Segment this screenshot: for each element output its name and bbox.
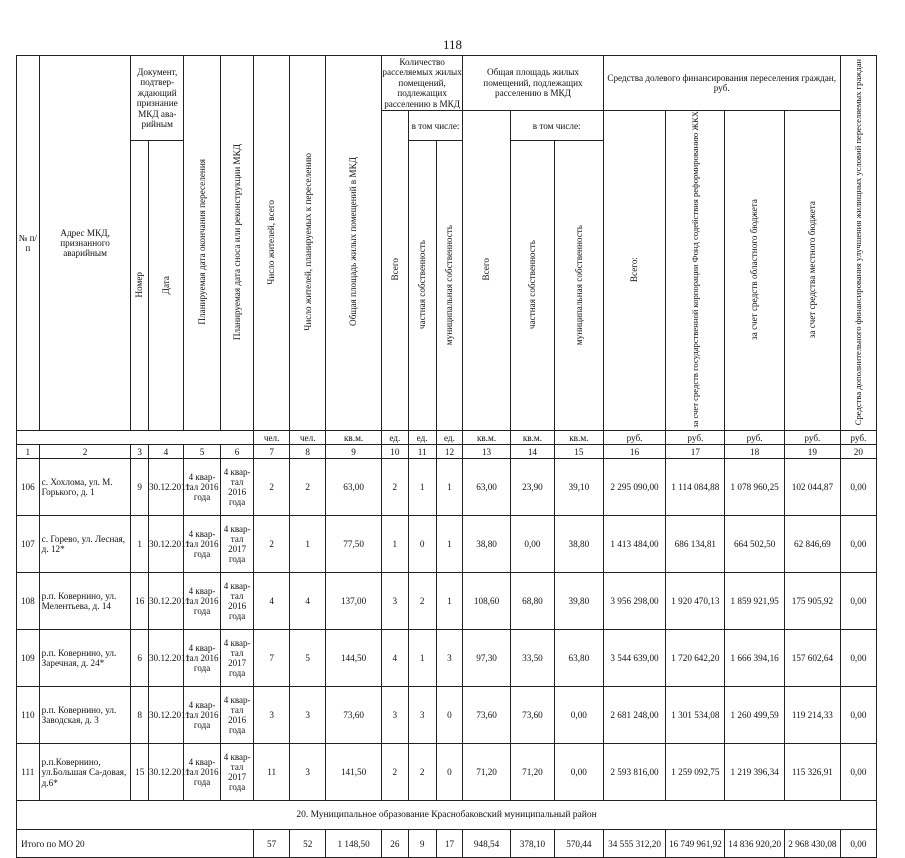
extra-funds-cell: 0,00: [840, 630, 876, 687]
total-cell: 2 968 430,08: [785, 830, 841, 858]
funds-total-cell: 2 593 816,00: [603, 744, 666, 801]
page-number: 118: [442, 37, 463, 52]
unit-cell: кв.м.: [510, 431, 554, 445]
rooms-private-cell: 1: [408, 459, 436, 516]
area-private-cell: 33,50: [510, 630, 554, 687]
column-number: 19: [785, 445, 841, 459]
header-area-private: частная собственность: [510, 141, 554, 431]
row-number: 110: [17, 687, 40, 744]
planned-demolish-cell: 4 квар-тал 2016 года: [221, 573, 254, 630]
doc-number-cell: 1: [131, 516, 149, 573]
funds-total-cell: 2 681 248,00: [603, 687, 666, 744]
area-resettle-total-cell: 38,80: [463, 516, 510, 573]
column-number: 17: [666, 445, 725, 459]
area-private-cell: 23,90: [510, 459, 554, 516]
unit-cell: руб.: [785, 431, 841, 445]
doc-number-cell: 16: [131, 573, 149, 630]
unit-cell: ед.: [408, 431, 436, 445]
doc-number-cell: 6: [131, 630, 149, 687]
area-cell: 77,50: [326, 516, 382, 573]
area-municipal-cell: 0,00: [555, 687, 603, 744]
column-number: 11: [408, 445, 436, 459]
extra-funds-cell: 0,00: [840, 516, 876, 573]
column-number: 5: [184, 445, 221, 459]
unit-cell: руб.: [725, 431, 785, 445]
rooms-municipal-cell: 0: [436, 744, 463, 801]
area-resettle-total-cell: 97,30: [463, 630, 510, 687]
funds-fund-cell: 1 259 092,75: [666, 744, 725, 801]
doc-date-cell: 30.12.2011: [148, 687, 183, 744]
header-rooms-private: частная собственность: [408, 141, 436, 431]
column-number: 10: [381, 445, 408, 459]
area-private-cell: 0,00: [510, 516, 554, 573]
header-num: № п/п: [17, 56, 40, 431]
address-cell: с. Хохлома, ул. М. Горького, д. 1: [39, 459, 131, 516]
header-rooms-municipal: муниципальная собственность: [436, 141, 463, 431]
unit-cell: чел.: [254, 431, 290, 445]
funds-regional-cell: 1 078 960,25: [725, 459, 785, 516]
funds-local-cell: 119 214,33: [785, 687, 841, 744]
doc-number-cell: 9: [131, 459, 149, 516]
doc-date-cell: 30.12.2011: [148, 630, 183, 687]
header-planned-end: Планируемая дата окончания переселения: [184, 56, 221, 431]
unit-cell: руб.: [666, 431, 725, 445]
funds-local-cell: 175 905,92: [785, 573, 841, 630]
area-cell: 141,50: [326, 744, 382, 801]
total-cell: 570,44: [555, 830, 603, 858]
address-cell: р.п. Ковернино, ул. Заводская, д. 3: [39, 687, 131, 744]
area-private-cell: 71,20: [510, 744, 554, 801]
header-residents-planned: Число жителей, планируемых к переселению: [290, 56, 326, 431]
header-residents-total: Число жителей, всего: [254, 56, 290, 431]
header-area-municipal: муниципальная собственность: [555, 141, 603, 431]
total-cell: 17: [436, 830, 463, 858]
rooms-total-cell: 2: [381, 744, 408, 801]
column-numbers-row: [17, 445, 877, 459]
header-funds-total: Всего:: [603, 111, 666, 431]
row-number: 109: [17, 630, 40, 687]
header-doc-number: Номер: [131, 141, 149, 431]
units-row: [17, 431, 877, 445]
funds-fund-cell: 686 134,81: [666, 516, 725, 573]
rooms-municipal-cell: 0: [436, 687, 463, 744]
header-area-total: Общая площадь жилых помещений в МКД: [326, 56, 382, 431]
rooms-private-cell: 2: [408, 744, 436, 801]
funds-fund-cell: 1 114 084,88: [666, 459, 725, 516]
planned-end-cell: 4 квар-тал 2016 года: [184, 573, 221, 630]
section-row: [17, 801, 877, 830]
funds-total-cell: 3 544 639,00: [603, 630, 666, 687]
area-municipal-cell: 38,80: [555, 516, 603, 573]
area-cell: 63,00: [326, 459, 382, 516]
column-number: 2: [39, 445, 131, 459]
residents-planned-cell: 1: [290, 516, 326, 573]
units-spacer: [17, 431, 254, 445]
section-title: 20. Муниципальное образование Краснобаковский муниципальный район: [17, 801, 877, 830]
funds-local-cell: 157 602,64: [785, 630, 841, 687]
extra-funds-cell: 0,00: [840, 744, 876, 801]
total-cell: 378,10: [510, 830, 554, 858]
table-row: [17, 687, 877, 744]
rooms-private-cell: 3: [408, 687, 436, 744]
doc-number-cell: 15: [131, 744, 149, 801]
doc-number-cell: 8: [131, 687, 149, 744]
total-cell: 26: [381, 830, 408, 858]
unit-cell: кв.м.: [463, 431, 510, 445]
residents-total-cell: 2: [254, 459, 290, 516]
column-number: 8: [290, 445, 326, 459]
column-number: 14: [510, 445, 554, 459]
residents-planned-cell: 4: [290, 573, 326, 630]
total-row: [17, 830, 877, 858]
area-resettle-total-cell: 108,60: [463, 573, 510, 630]
planned-demolish-cell: 4 квар-тал 2016 года: [221, 459, 254, 516]
table-row: [17, 459, 877, 516]
residents-total-cell: 11: [254, 744, 290, 801]
header-funds: Средства долевого финансирования переселения граждан, руб.: [603, 56, 840, 111]
unit-cell: кв.м.: [326, 431, 382, 445]
total-cell: 0,00: [840, 830, 876, 858]
address-cell: р.п. Ковернино, ул. Мелентьева, д. 14: [39, 573, 131, 630]
residents-planned-cell: 5: [290, 630, 326, 687]
doc-date-cell: 30.12.2011: [148, 459, 183, 516]
planned-demolish-cell: 4 квар-тал 2017 года: [221, 744, 254, 801]
column-number: 1: [17, 445, 40, 459]
table-row: [17, 744, 877, 801]
residents-planned-cell: 2: [290, 459, 326, 516]
rooms-total-cell: 3: [381, 687, 408, 744]
doc-date-cell: 30.12.2011: [148, 573, 183, 630]
header-extra-funds: Средства дополнительного финансирования улучшения жилищных условий переселяемых граждан: [840, 56, 876, 431]
planned-demolish-cell: 4 квар-тал 2017 года: [221, 630, 254, 687]
unit-cell: руб.: [603, 431, 666, 445]
planned-end-cell: 4 квар-тал 2016 года: [184, 687, 221, 744]
rooms-municipal-cell: 1: [436, 516, 463, 573]
column-number: 7: [254, 445, 290, 459]
header-funds-local: за счет средства местного бюджета: [785, 111, 841, 431]
total-cell: 9: [408, 830, 436, 858]
table-row: [17, 630, 877, 687]
residents-total-cell: 4: [254, 573, 290, 630]
planned-end-cell: 4 квар-тал 2016 года: [184, 459, 221, 516]
column-number: 16: [603, 445, 666, 459]
planned-demolish-cell: 4 квар-тал 2017 года: [221, 516, 254, 573]
header-rooms-count: Количество расселяемых жилых помещений, подлежащих расселению в МКД: [382, 56, 462, 109]
column-number: 12: [436, 445, 463, 459]
resettlement-table: [16, 55, 877, 858]
header-rooms-total: Всего: [381, 111, 408, 431]
total-cell: 34 555 312,20: [603, 830, 666, 858]
area-cell: 144,50: [326, 630, 382, 687]
rooms-municipal-cell: 1: [436, 459, 463, 516]
funds-regional-cell: 1 219 396,34: [725, 744, 785, 801]
funds-local-cell: 115 326,91: [785, 744, 841, 801]
residents-total-cell: 3: [254, 687, 290, 744]
planned-end-cell: 4 квар-тал 2016 года: [184, 744, 221, 801]
area-resettle-total-cell: 71,20: [463, 744, 510, 801]
funds-regional-cell: 1 666 394,16: [725, 630, 785, 687]
header-address: Адрес МКД, признанного аварийным: [39, 56, 131, 431]
rooms-private-cell: 1: [408, 630, 436, 687]
funds-local-cell: 102 044,87: [785, 459, 841, 516]
area-cell: 73,60: [326, 687, 382, 744]
funds-fund-cell: 1 301 534,08: [666, 687, 725, 744]
planned-demolish-cell: 4 квар-тал 2016 года: [221, 687, 254, 744]
header-area-incl: в том числе:: [510, 111, 603, 141]
funds-total-cell: 3 956 298,00: [603, 573, 666, 630]
column-number: 4: [148, 445, 183, 459]
area-municipal-cell: 0,00: [555, 744, 603, 801]
rooms-municipal-cell: 3: [436, 630, 463, 687]
residents-total-cell: 2: [254, 516, 290, 573]
header-rooms-incl: в том числе:: [408, 111, 463, 141]
residents-total-cell: 7: [254, 630, 290, 687]
area-municipal-cell: 39,80: [555, 573, 603, 630]
unit-cell: ед.: [381, 431, 408, 445]
area-private-cell: 68,80: [510, 573, 554, 630]
total-label: Итого по МО 20: [17, 830, 254, 858]
header-area-resettle-total: Всего: [463, 111, 510, 431]
header-doc-date: Дата: [148, 141, 183, 431]
total-cell: 948,54: [463, 830, 510, 858]
extra-funds-cell: 0,00: [840, 573, 876, 630]
funds-regional-cell: 1 859 921,95: [725, 573, 785, 630]
rooms-total-cell: 4: [381, 630, 408, 687]
area-municipal-cell: 39,10: [555, 459, 603, 516]
column-number: 13: [463, 445, 510, 459]
row-number: 107: [17, 516, 40, 573]
unit-cell: кв.м.: [555, 431, 603, 445]
funds-regional-cell: 664 502,50: [725, 516, 785, 573]
funds-local-cell: 62 846,69: [785, 516, 841, 573]
unit-cell: руб.: [840, 431, 876, 445]
rooms-private-cell: 0: [408, 516, 436, 573]
rooms-total-cell: 3: [381, 573, 408, 630]
area-resettle-total-cell: 63,00: [463, 459, 510, 516]
row-number: 108: [17, 573, 40, 630]
total-cell: 57: [254, 830, 290, 858]
table-row: [17, 573, 877, 630]
extra-funds-cell: 0,00: [840, 687, 876, 744]
header-funds-regional: за счет средств областного бюджета: [725, 111, 785, 431]
header-document: Документ, подтвер-ждающий признание МКД ава-рийным: [131, 56, 184, 141]
rooms-municipal-cell: 1: [436, 573, 463, 630]
row-number: 111: [17, 744, 40, 801]
rooms-total-cell: 2: [381, 459, 408, 516]
area-cell: 137,00: [326, 573, 382, 630]
header-funds-fund: за счет средств государственной корпорации Фонд содействия реформированию ЖКХ: [666, 111, 725, 431]
area-resettle-total-cell: 73,60: [463, 687, 510, 744]
unit-cell: чел.: [290, 431, 326, 445]
area-private-cell: 73,60: [510, 687, 554, 744]
rooms-total-cell: 1: [381, 516, 408, 573]
address-cell: с. Горево, ул. Лесная, д. 12*: [39, 516, 131, 573]
column-number: 18: [725, 445, 785, 459]
planned-end-cell: 4 квар-тал 2016 года: [184, 516, 221, 573]
area-municipal-cell: 63,80: [555, 630, 603, 687]
column-number: 3: [131, 445, 149, 459]
planned-end-cell: 4 квар-тал 2016 года: [184, 630, 221, 687]
doc-date-cell: 30.12.2011: [148, 516, 183, 573]
column-number: 15: [555, 445, 603, 459]
total-cell: 14 836 920,20: [725, 830, 785, 858]
funds-fund-cell: 1 920 470,13: [666, 573, 725, 630]
funds-regional-cell: 1 260 499,59: [725, 687, 785, 744]
doc-date-cell: 30.12.2011: [148, 744, 183, 801]
unit-cell: ед.: [436, 431, 463, 445]
row-number: 106: [17, 459, 40, 516]
extra-funds-cell: 0,00: [840, 459, 876, 516]
funds-total-cell: 1 413 484,00: [603, 516, 666, 573]
funds-total-cell: 2 295 090,00: [603, 459, 666, 516]
column-number: 20: [840, 445, 876, 459]
column-number: 6: [221, 445, 254, 459]
table-row: [17, 516, 877, 573]
header-planned-demolish: Планируемая дата сноса или реконструкции МКД: [221, 56, 254, 431]
total-cell: 52: [290, 830, 326, 858]
funds-fund-cell: 1 720 642,20: [666, 630, 725, 687]
residents-planned-cell: 3: [290, 744, 326, 801]
header-area-resettle: Общая площадь жилых помещений, подлежащих расселению в МКД: [463, 56, 603, 111]
residents-planned-cell: 3: [290, 687, 326, 744]
column-number: 9: [326, 445, 382, 459]
rooms-private-cell: 2: [408, 573, 436, 630]
address-cell: р.п.Ковернино, ул.Большая Са-довая, д.6*: [39, 744, 131, 801]
total-cell: 16 749 961,92: [666, 830, 725, 858]
total-cell: 1 148,50: [326, 830, 382, 858]
address-cell: р.п. Ковернино, ул. Заречная, д. 24*: [39, 630, 131, 687]
